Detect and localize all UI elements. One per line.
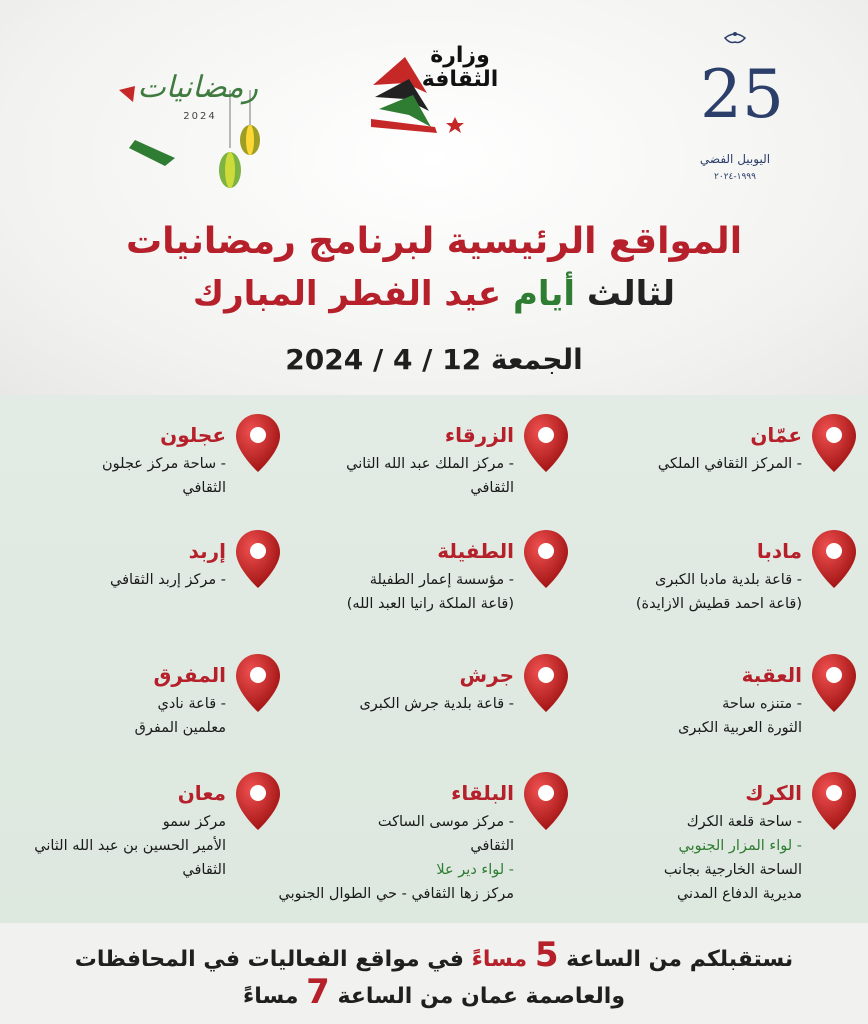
location-venues: [274, 568, 514, 616]
location-card: [308, 652, 570, 777]
location-pin-icon: [810, 528, 858, 590]
location-name: جرش: [459, 663, 514, 687]
location-venue-line: مركز سمو: [162, 814, 226, 830]
location-venues: [0, 692, 226, 740]
location-venue-line: الثقافي: [182, 480, 226, 496]
location-card: [308, 412, 570, 537]
location-pin-icon: [810, 770, 858, 832]
location-venues: [0, 810, 226, 882]
location-venue-line: الثقافي: [470, 838, 514, 854]
location-venue-line: (قاعة الملكة رانيا العبد الله): [346, 596, 514, 612]
location-venues: [274, 692, 514, 716]
event-date: الجمعة 12 / 4 / 2024: [285, 343, 583, 376]
location-venue-line: معلمين المفرق: [134, 720, 226, 736]
location-venue-line: الثورة العربية الكبرى: [678, 720, 802, 736]
location-name: العقبة: [741, 663, 802, 687]
location-card: [596, 652, 858, 777]
ramadan-crescent-logo: [105, 30, 285, 215]
footer-text-1c: في مواقع الفعاليات في المحافظات: [74, 947, 464, 972]
location-card: [596, 412, 858, 537]
location-venue-line: - ساحة مركز عجلون: [102, 456, 226, 472]
location-card: [278, 770, 570, 902]
location-venue-line: - مركز الملك عبد الله الثاني: [346, 456, 514, 472]
location-card: [20, 652, 282, 777]
footer-text-1a: نستقبلكم من الساعة: [566, 947, 794, 972]
location-name: الطفيلة: [437, 539, 514, 563]
location-venues: [562, 810, 802, 906]
location-venues: [562, 692, 802, 740]
jubilee-years: ١٩٩٩-٢٠٢٤: [714, 172, 756, 182]
location-name: المفرق: [153, 663, 226, 687]
location-venues: [0, 568, 226, 592]
location-venue-line: - لواء دير علا: [436, 862, 514, 878]
location-pin-icon: [234, 770, 282, 832]
location-card: [596, 770, 858, 902]
location-venues: [0, 452, 226, 500]
subtitle-part-1: لثالث: [586, 274, 676, 314]
location-venue-line: - مؤسسة إعمار الطفيلة: [369, 572, 514, 588]
location-name: إربد: [188, 539, 226, 563]
location-name: مادبا: [756, 539, 802, 563]
location-pin-icon: [522, 528, 570, 590]
footer-hour-5: 5: [534, 935, 559, 975]
subtitle-part-2: أيام: [512, 274, 576, 314]
location-venue-line: - متنزه ساحة: [722, 696, 802, 712]
location-name: البلقاء: [451, 781, 514, 805]
location-venue-line: - مركز موسى الساكت: [377, 814, 514, 830]
jubilee-number: 25: [700, 56, 784, 133]
location-pin-icon: [810, 652, 858, 714]
location-venues: [562, 568, 802, 616]
footer-evening-2: مساءً: [242, 984, 299, 1009]
location-pin-icon: [522, 770, 570, 832]
subtitle-part-3: عيد الفطر المبارك: [192, 274, 502, 314]
location-name: الكرك: [745, 781, 802, 805]
location-venue-line: - قاعة نادي: [157, 696, 226, 712]
location-pin-icon: [234, 652, 282, 714]
location-card: [596, 528, 858, 653]
location-venue-line: - ساحة قلعة الكرك: [686, 814, 802, 830]
ministry-logo-line2: الثقافة: [421, 67, 499, 92]
page-subtitle: [60, 272, 808, 316]
page-title: المواقع الرئيسية لبرنامج رمضانيات: [125, 221, 743, 262]
ministry-logo-line1: وزارة: [430, 43, 490, 68]
location-card: [20, 528, 282, 653]
location-venue-line: - المركز الثقافي الملكي: [657, 456, 802, 472]
footer-hour-7: 7: [306, 972, 330, 1012]
location-pin-icon: [522, 652, 570, 714]
location-venue-line: - قاعة بلدية مادبا الكبرى: [655, 572, 802, 588]
location-venue-line: - مركز إربد الثقافي: [110, 572, 226, 588]
location-card: [20, 412, 282, 537]
location-venues: [562, 452, 802, 476]
location-card: [308, 528, 570, 653]
location-pin-icon: [234, 528, 282, 590]
location-venue-line: الثقافي: [182, 862, 226, 878]
ramadan-logo-word: رمضانيات: [137, 70, 258, 105]
location-venue-line: مركز زها الثقافي - حي الطوال الجنوبي: [278, 886, 514, 902]
jubilee-name: اليوبيل الفضي: [699, 152, 771, 166]
ramadan-logo-year: 2024: [183, 111, 217, 122]
location-venue-line: (قاعة احمد قطيش الازايدة): [635, 596, 802, 612]
location-name: عجلون: [160, 423, 226, 447]
location-venue-line: الأمير الحسين بن عبد الله الثاني: [34, 838, 226, 854]
location-venues: [274, 452, 514, 500]
location-venue-line: مديرية الدفاع المدني: [676, 886, 802, 902]
location-card: [20, 770, 282, 895]
location-name: معان: [177, 781, 226, 805]
location-pin-icon: [810, 412, 858, 474]
ministry-logo-text: [418, 44, 502, 92]
location-venues: [274, 810, 514, 906]
footer-line-2: [40, 972, 828, 1017]
location-venue-line: - قاعة بلدية جرش الكبرى: [359, 696, 514, 712]
location-venue-line: الساحة الخارجية بجانب: [663, 862, 802, 878]
location-name: عمّان: [750, 423, 802, 447]
footer-evening-1: مساءً: [471, 947, 528, 972]
location-venue-line: - لواء المزار الجنوبي: [678, 838, 802, 854]
location-pin-icon: [234, 412, 282, 474]
location-name: الزرقاء: [444, 423, 514, 447]
footer-text-2a: والعاصمة عمان من الساعة: [337, 984, 626, 1009]
location-venue-line: الثقافي: [470, 480, 514, 496]
location-pin-icon: [522, 412, 570, 474]
